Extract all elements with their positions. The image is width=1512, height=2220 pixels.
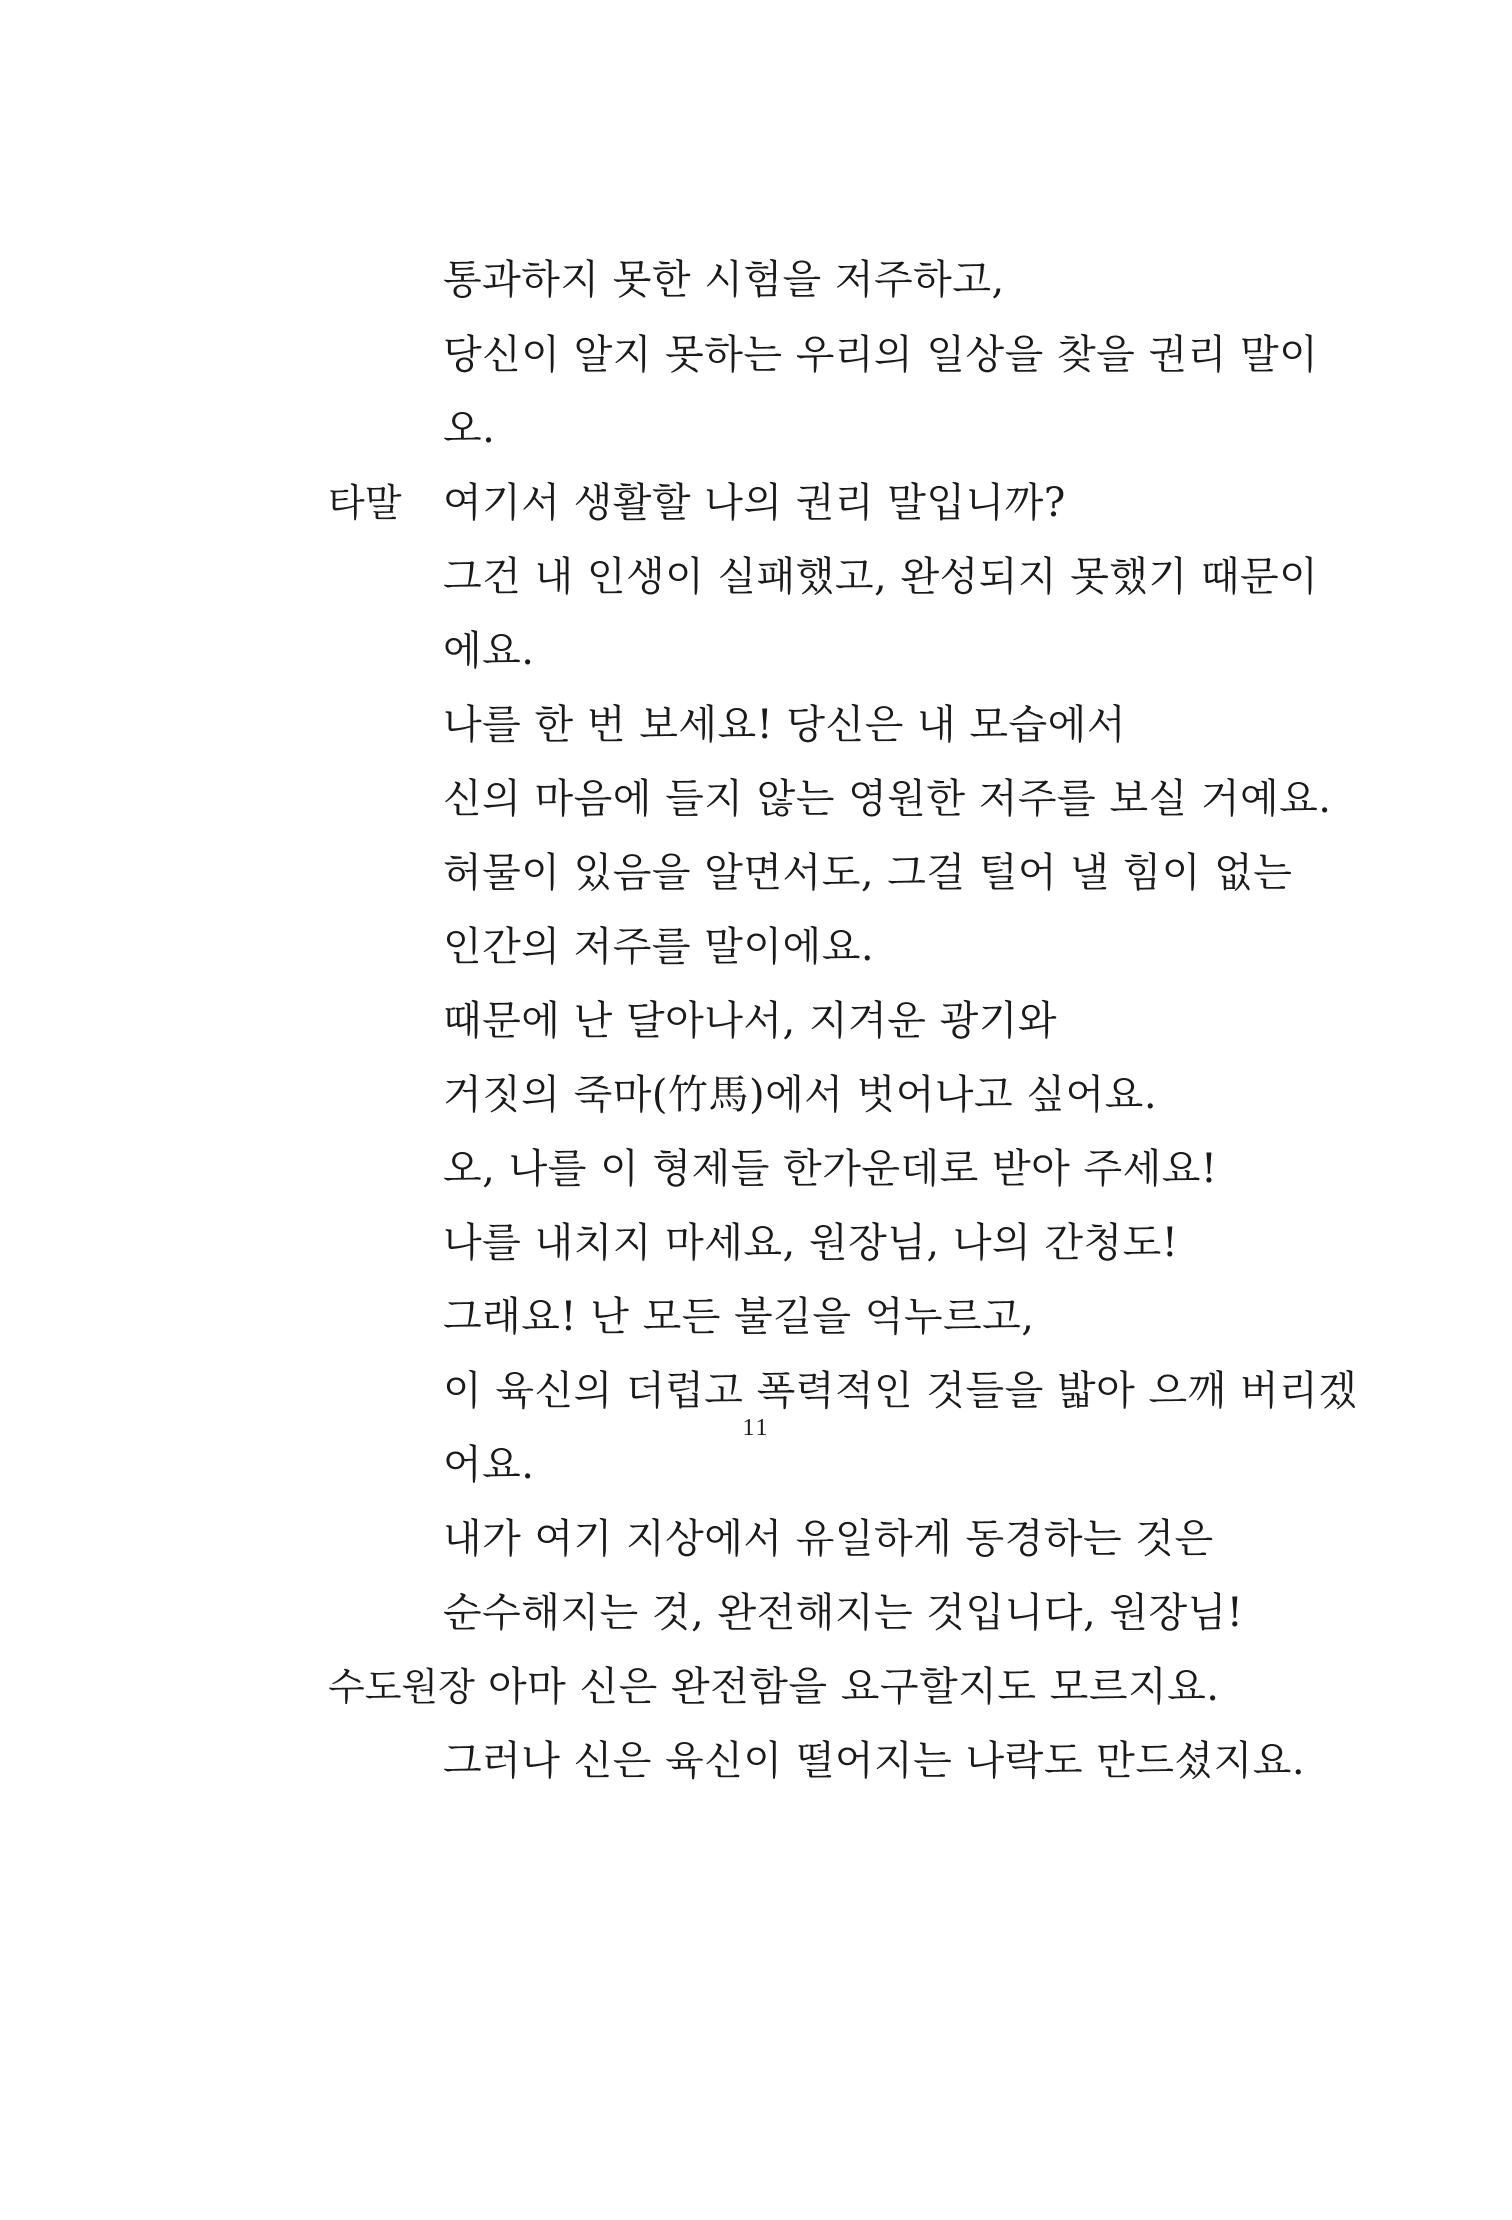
dialogue-line: 순수해지는 것, 완전해지는 것입니다, 원장님!: [443, 1590, 1244, 1636]
dialogue-line: 이 육신의 더럽고 폭력적인 것들을 밟아 으깨 버리겠: [443, 1368, 1358, 1414]
dialogue-line: 나를 한 번 보세요! 당신은 내 모습에서: [443, 702, 1126, 748]
page-number: 11: [742, 1415, 770, 1441]
dialogue-line: 여기서 생활할 나의 권리 말입니까?: [443, 480, 1066, 526]
dialogue-line: 당신이 알지 못하는 우리의 일상을 찾을 권리 말이: [443, 332, 1319, 378]
speaker-name: 수도원장: [328, 1665, 475, 1709]
dialogue-line: 때문에 난 달아나서, 지겨운 광기와: [443, 998, 1058, 1044]
dialogue-line: 허물이 있음을 알면서도, 그걸 털어 낼 힘이 없는: [443, 850, 1293, 896]
dialogue-line: 나를 내치지 마세요, 원장님, 나의 간청도!: [443, 1220, 1179, 1266]
dialogue-line: 에요.: [443, 628, 535, 674]
dialogue-line: 어요.: [443, 1442, 535, 1488]
dialogue-line: 그러나 신은 육신이 떨어지는 나락도 만드셨지요.: [443, 1738, 1306, 1784]
dialogue-line: 거짓의 죽마(竹馬)에서 벗어나고 싶어요.: [443, 1072, 1158, 1118]
dialogue-line: 그건 내 인생이 실패했고, 완성되지 못했기 때문이: [443, 554, 1319, 600]
dialogue-line: 그래요! 난 모든 불길을 억누르고,: [443, 1294, 1035, 1340]
speaker-name: 타말: [328, 481, 402, 525]
dialogue-line: 신의 마음에 들지 않는 영원한 저주를 보실 거예요.: [443, 776, 1332, 822]
dialogue-line: 통과하지 못한 시험을 저주하고,: [443, 257, 1005, 303]
dialogue-line: 내가 여기 지상에서 유일하게 동경하는 것은: [443, 1516, 1214, 1562]
dialogue-line: 오, 나를 이 형제들 한가운데로 받아 주세요!: [443, 1146, 1218, 1192]
dialogue-line: 오.: [443, 406, 496, 452]
dialogue-line: 아마 신은 완전함을 요구할지도 모르지요.: [488, 1664, 1220, 1710]
dialogue-line: 인간의 저주를 말이에요.: [443, 924, 875, 970]
